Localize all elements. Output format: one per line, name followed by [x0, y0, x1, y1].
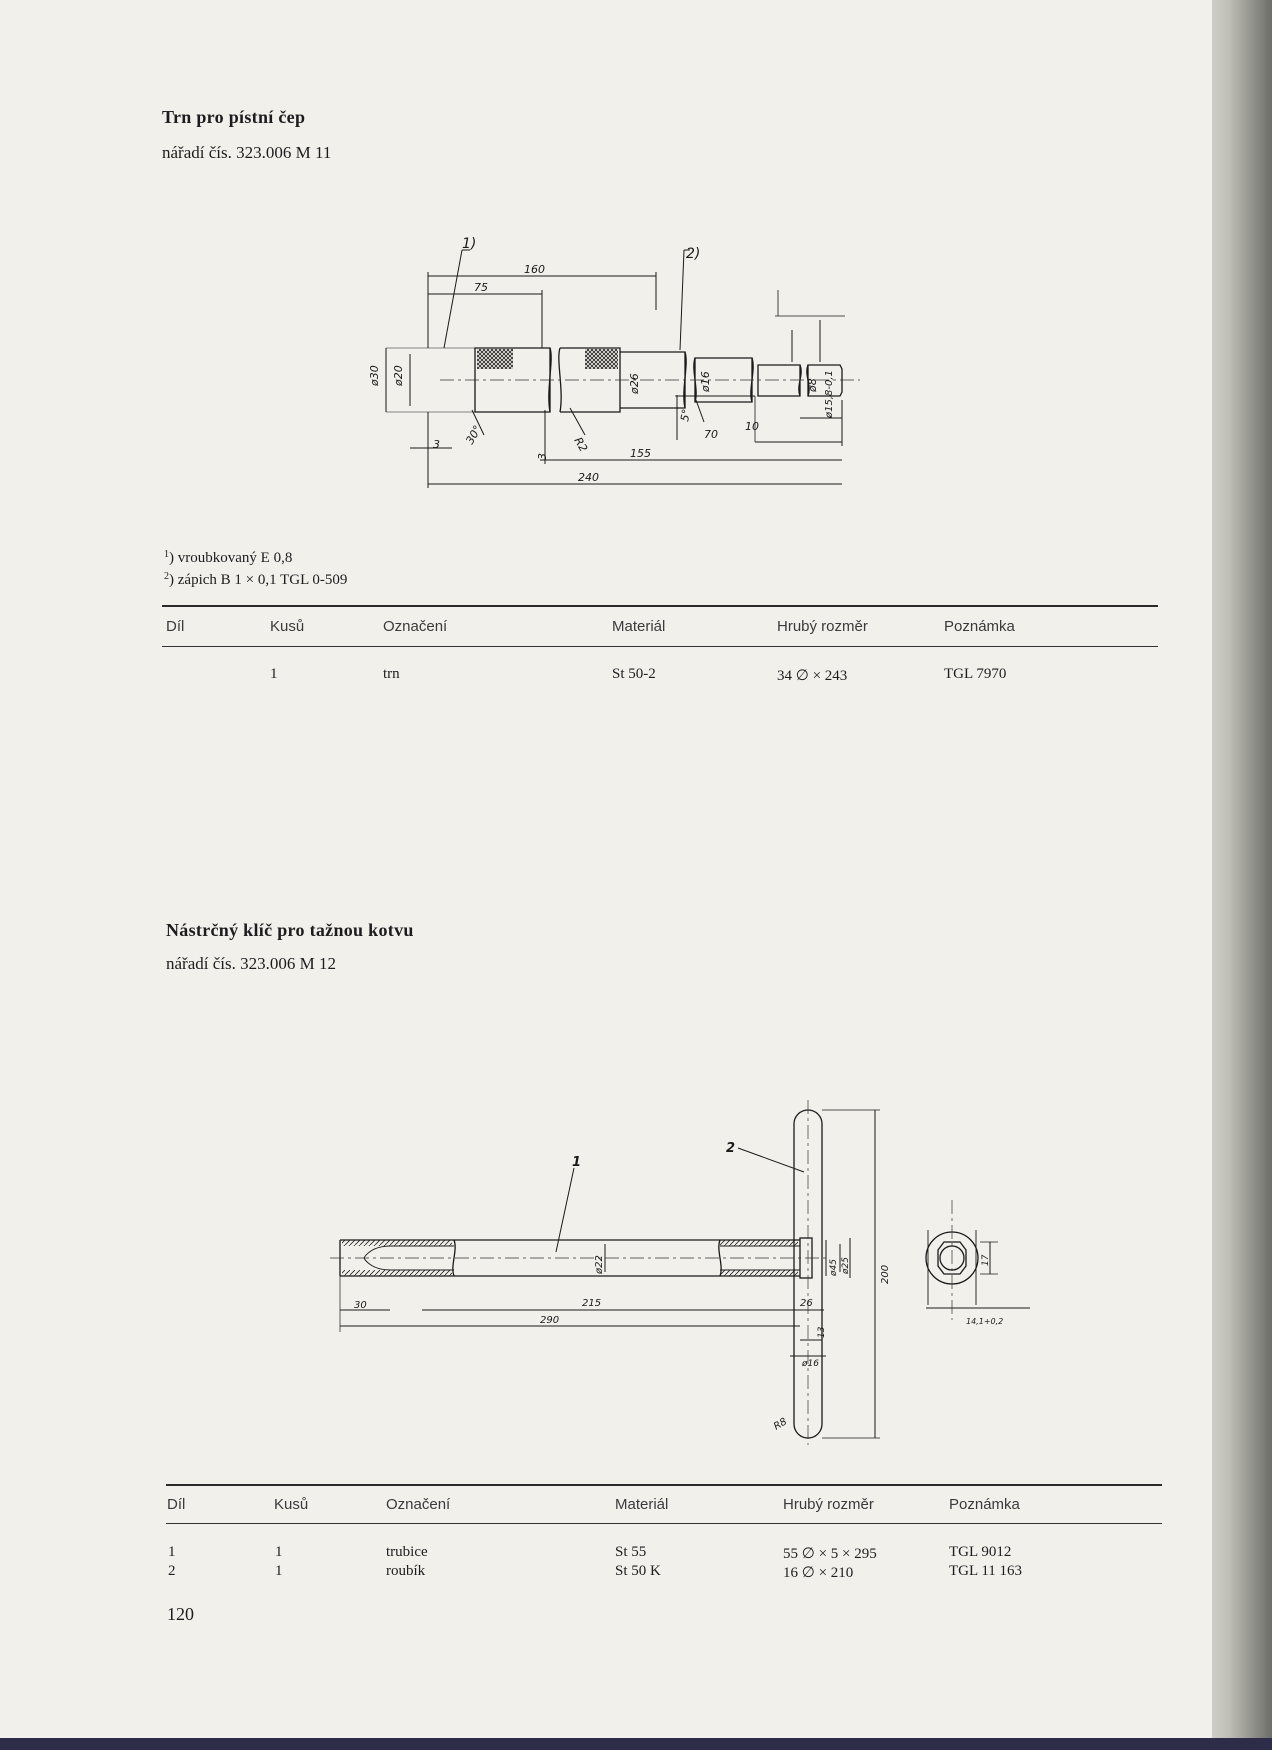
footnote-2: $^2$) zápich B 1 × 0,1 TGL 0-509	[164, 571, 348, 588]
dim-w-d45: ø45	[829, 1259, 839, 1276]
dim-d16: ø16	[699, 371, 712, 392]
table1-top-rule	[162, 605, 1158, 607]
dim-75: 75	[474, 281, 488, 294]
table1-cell-poznamka: TGL 7970	[944, 666, 1007, 682]
wrench-callout-1: 1	[572, 1155, 582, 1170]
table2-header-dil: Díl	[167, 1496, 186, 1513]
dim-w-290: 290	[540, 1315, 560, 1326]
table1-cell-material: St 50-2	[612, 666, 656, 682]
table2-cell-dil: 2	[168, 1563, 176, 1579]
section1-title: Trn pro pístní čep	[162, 107, 306, 127]
mandrel-drawing	[368, 236, 920, 500]
mandrel-callout-1: 1)	[462, 236, 477, 252]
table2-top-rule	[166, 1484, 1162, 1486]
dim-w-d16: ø16	[802, 1359, 819, 1369]
table1-header-kusu: Kusů	[270, 618, 305, 635]
table2-cell-poznamka: TGL 9012	[949, 1544, 1012, 1560]
table2-cell-kusu: 1	[275, 1563, 283, 1579]
wrench-callout-2: 2	[726, 1141, 736, 1156]
dim-d30: ø30	[368, 365, 381, 386]
mandrel-callout-2: 2)	[686, 246, 701, 262]
table2-header-poznamka: Poznámka	[949, 1496, 1020, 1513]
table2-header-rule	[166, 1523, 1162, 1524]
table2-header-material: Materiál	[615, 1496, 669, 1513]
table2-header-hruby-rozmer: Hrubý rozměr	[783, 1496, 874, 1513]
dim-w-26: 26	[800, 1298, 813, 1309]
table1-cell-hruby-rozmer: 34 ∅ × 243	[777, 668, 848, 684]
dim-160: 160	[524, 263, 545, 276]
dim-w-d25: ø25	[841, 1257, 851, 1274]
table1-header-material: Materiál	[612, 618, 666, 635]
scan-bottom-strip	[0, 1738, 1272, 1750]
table2-header-oznaceni: Označení	[386, 1496, 451, 1513]
table2-cell-oznaceni: roubík	[386, 1563, 426, 1579]
page-number: 120	[167, 1604, 194, 1624]
dim-w-17: 17	[981, 1254, 991, 1266]
dim-d8: ø8	[806, 378, 819, 392]
table2-cell-oznaceni: trubice	[386, 1544, 428, 1560]
dim-70: 70	[704, 428, 718, 441]
table2-cell-poznamka: TGL 11 163	[949, 1563, 1023, 1579]
dim-r2: R2	[571, 435, 590, 455]
table2-header-kusu: Kusů	[274, 1496, 309, 1513]
dim-d158: ø15,8-0,1	[824, 370, 835, 418]
dim-w-14-1: 14,1+0,2	[966, 1317, 1004, 1326]
dim-w-r8: R8	[772, 1416, 790, 1433]
table2-cell-kusu: 1	[275, 1544, 283, 1560]
table1-header-poznamka: Poznámka	[944, 618, 1015, 635]
table1-header-dil: Díl	[166, 618, 185, 635]
table2-cell-material: St 55	[615, 1544, 647, 1560]
table1-header-hruby-rozmer: Hrubý rozměr	[777, 618, 868, 635]
book-binding-edge	[1212, 0, 1272, 1750]
table2-cell-hruby-rozmer: 16 ∅ × 210	[783, 1565, 854, 1581]
table2-cell-hruby-rozmer: 55 ∅ × 5 × 295	[783, 1546, 877, 1562]
table2-cell-dil: 1	[168, 1544, 176, 1560]
dim-chamfer5: 5°	[678, 407, 694, 423]
dim-240: 240	[578, 471, 599, 484]
dim-w-d22: ø22	[594, 1255, 605, 1274]
section2-title: Nástrčný klíč pro tažnou kotvu	[166, 920, 414, 940]
table2-cell-material: St 50 K	[615, 1563, 661, 1579]
dim-d26: ø26	[628, 373, 641, 394]
table1-header-oznaceni: Označení	[383, 618, 448, 635]
table1-header-rule	[162, 646, 1158, 647]
dim-w-200: 200	[880, 1264, 891, 1284]
dim-155: 155	[630, 447, 651, 460]
dim-10: 10	[745, 420, 759, 433]
dim-w-215: 215	[582, 1298, 602, 1309]
dim-3-left: 3	[433, 438, 440, 451]
table1-cell-oznaceni: trn	[383, 666, 400, 682]
dim-w-13: 13	[817, 1326, 827, 1338]
footnote-1: $^1$) vroubkovaný E 0,8	[164, 549, 293, 566]
dim-3-mid: 3	[536, 453, 549, 460]
section2-tool-number: nářadí čís. 323.006 M 12	[166, 954, 336, 973]
dim-w-30: 30	[354, 1300, 367, 1311]
table1-cell-kusu: 1	[270, 666, 278, 682]
socket-wrench-drawing	[330, 1080, 1010, 1440]
dim-chamfer30: 30°	[463, 423, 485, 447]
dim-d20: ø20	[392, 365, 405, 386]
section1-tool-number: nářadí čís. 323.006 M 11	[162, 143, 332, 162]
